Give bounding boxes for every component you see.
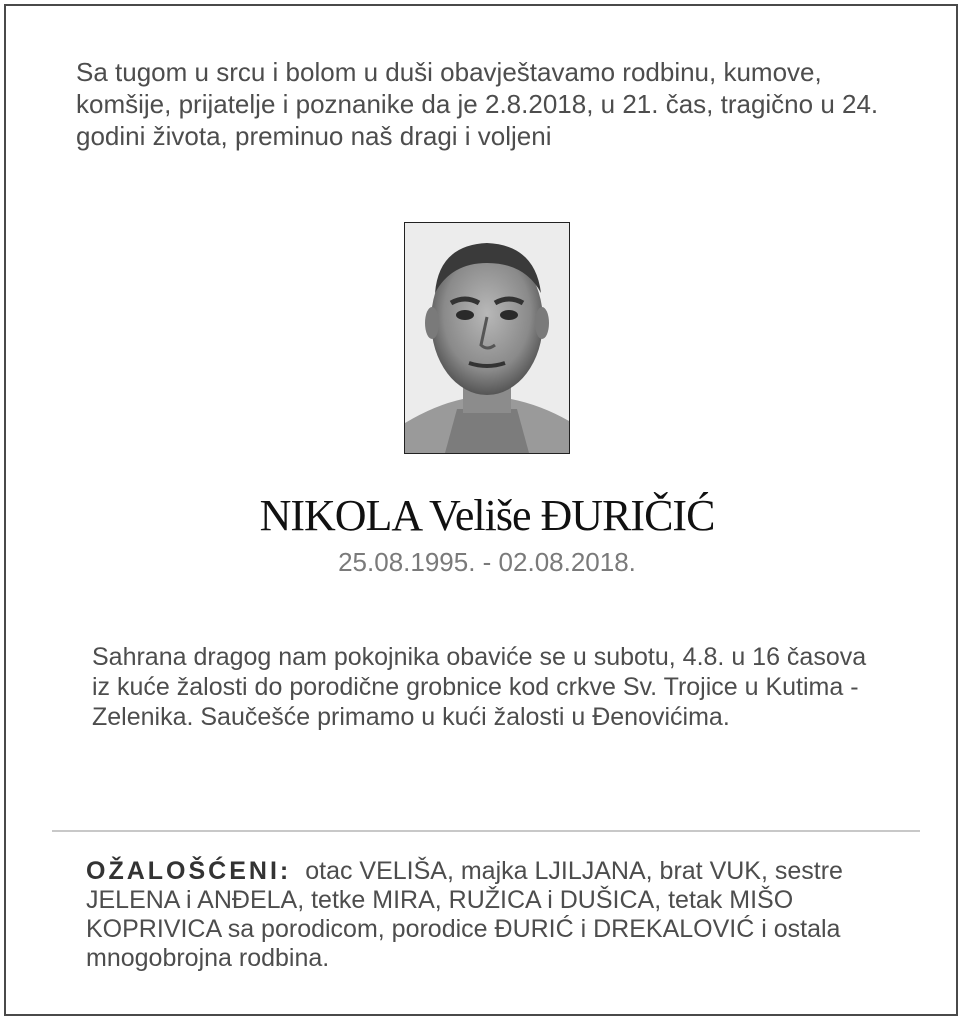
obituary-card [4,4,958,1016]
mourners-list: otac VELIŠA, majka LJILJANA, brat VUK, sestre JELENA i ANĐELA, tetke MIRA, RUŽICA i DUŠICA, tetak MIŠO KOPRIVICA sa porodicom, porodice ĐURIĆ i DREKALOVIĆ i ostala mnogobrojna rodbina. [86,857,843,972]
mourners-label: OŽALOŠĆENI: [86,857,292,885]
announcement-text: Sa tugom u srcu i bolom u duši obavještavamo rodbinu, kumove, komšije, prijatelje i poznanike da je 2.8.2018, u 21. čas, tragično u 24. godini života, preminuo naš dragi i voljeni [76,57,879,151]
mourners-section [86,857,886,973]
section-divider [52,830,920,832]
portrait-illustration [405,223,569,453]
life-dates: 25.08.1995. - 02.08.2018. [338,547,636,577]
funeral-details: Sahrana dragog nam pokojnika obaviće se u subotu, 4.8. u 16 časova iz kuće žalosti do porodične grobnice kod crkve Sv. Trojice u Kutima - Zelenika. Saučešće primamo u kući žalosti u Đenovićima. [92,643,867,731]
deceased-photo [404,222,570,454]
deceased-name: NIKOLA Veliše ĐURIČIĆ [259,491,715,540]
